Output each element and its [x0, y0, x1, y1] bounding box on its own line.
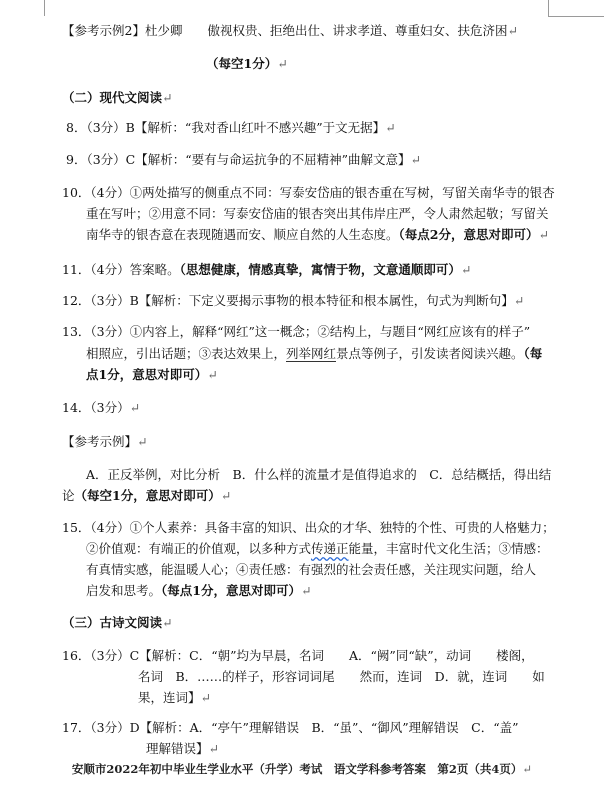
answer-16-line-2: 名词 B．……的样子，形容词词尾 然而，连词 D．就，连词 如	[138, 669, 545, 684]
answer-15-line-1: 15．（4分）①个人素养：具备丰富的知识、出众的才华、独特的个性、可贵的人格魅力；	[62, 520, 555, 535]
reference-example-label: 【参考示例】↵	[62, 434, 148, 449]
crop-mark-top-right-h	[548, 16, 604, 17]
answer-16-line-1: 16．（3分）C【解析：C．“朝”均为早晨，名词 A．“阙”同“缺”，动词 楼阁，	[62, 648, 534, 663]
answer-12: 12．（3分）B【解析：下定义要揭示事物的根本特征和根本属性，句式为判断句】↵	[62, 293, 525, 308]
answer-10-line-2: 重在写叶；②用意不同：写泰安岱庙的银杏突出其伟岸庄严，令人肃然起敬；写留关	[86, 206, 549, 221]
crop-mark-top-right	[548, 0, 549, 16]
answer-13-line-3: 点1分，意思对即可）↵	[86, 367, 218, 382]
answer-13-line-1: 13．（3分）①内容上，解释“网红”这一概念；②结构上，与题目“网红应该有的样子”	[62, 324, 531, 339]
page-footer: 安顺市2022年初中毕业生学业水平（升学）考试 语文学科参考答案 第2页（共4页）↵	[71, 762, 533, 776]
answer-13-line-2: 相照应，引出话题；③表达效果上，列举网红景点等例子，引发读者阅读兴趣。（每	[86, 346, 543, 361]
crop-mark-top-left	[44, 0, 45, 16]
answer-17-line-2: 理解错误】↵	[146, 741, 219, 756]
answer-14-line-1: A．正反举例，对比分析 B．什么样的流量才是值得追求的 C．总结概括，得出结	[86, 467, 552, 482]
answer-10-line-3: 南华寺的银杏意在表现随遇而安、顺应自然的人生态度。（每点2分，意思对即可）↵	[86, 227, 549, 242]
answer-15-line-3: 有真情实感，能温暖人心；④责任感：有强烈的社会责任感，关注现实问题，给人	[86, 562, 537, 577]
answer-16-line-3: 果，连词】↵	[138, 690, 211, 705]
score-note-each-blank: （每空1分）↵	[206, 56, 288, 71]
answer-17-line-1: 17．（3分）D【解析：A．“亭午”理解错误 B．“虽”、“御风”理解错误 C．“盖”	[62, 720, 519, 735]
answer-8: 8．（3分）B【解析：“我对香山红叶不感兴趣”于文无据】↵	[66, 120, 396, 135]
example-2-answer: 【参考示例2】杜少卿 傲视权贵、拒绝出仕、讲求孝道、尊重妇女、扶危济困↵	[62, 23, 518, 38]
answer-14: 14．（3分）↵	[62, 400, 141, 415]
section-heading-modern-reading: （二）现代文阅读↵	[62, 90, 173, 105]
answer-15-line-2: ②价值观：有端正的价值观，以多种方式传递正能量，丰富时代文化生活；③情感：	[86, 541, 549, 556]
section-heading-classical-reading: （三）古诗文阅读↵	[62, 615, 173, 630]
answer-14-line-2: 论（每空1分，意思对即可）↵	[62, 488, 232, 503]
answer-10-line-1: 10．（4分）①两处描写的侧重点不同：写泰安岱庙的银杏重在写树，写留关南华寺的银杏	[62, 185, 555, 200]
answer-15-line-4: 启发和思考。（每点1分，意思对即可）↵	[86, 583, 312, 598]
answer-9: 9．（3分）C【解析：“要有与命运抗争的不屈精神”曲解文意】↵	[66, 152, 421, 167]
answer-11: 11．（4分）答案略。（思想健康，情感真挚，寓情于物，文意通顺即可）↵	[62, 262, 472, 277]
